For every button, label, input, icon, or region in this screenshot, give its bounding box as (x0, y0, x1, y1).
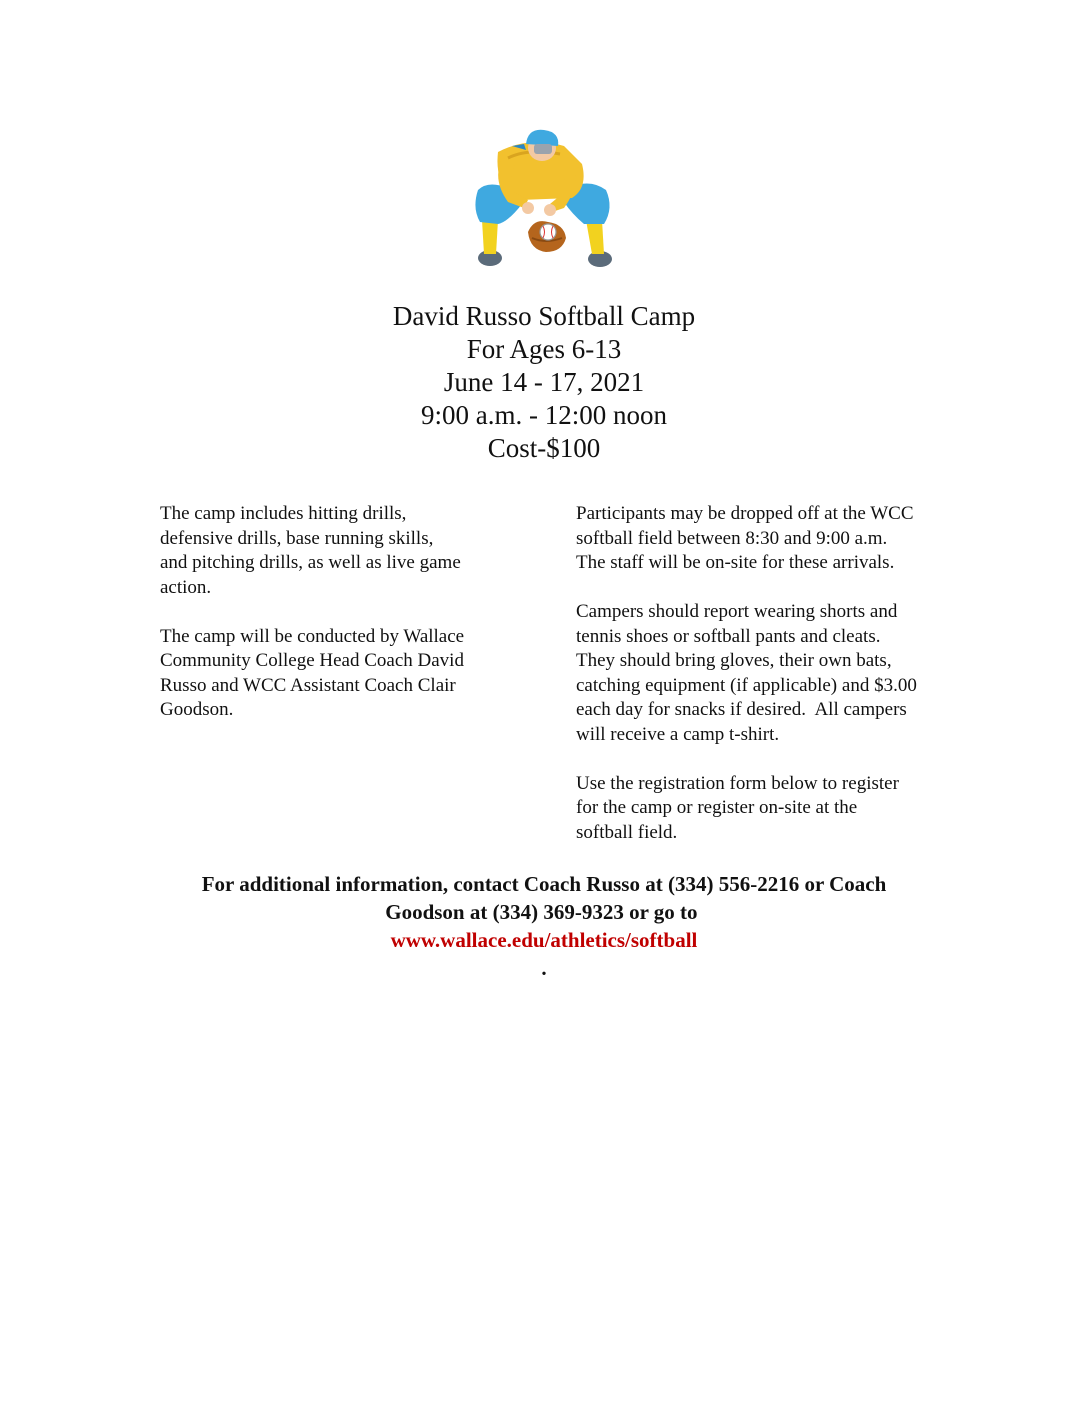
registration-paragraph: Use the registration form below to register for the camp or register on-site at the softball field. (576, 772, 899, 843)
title-block (0, 300, 1088, 465)
coaches-paragraph: The camp will be conducted by Wallace Community College Head Coach David Russo and WCC Assistant Coach Clair Goodson. (160, 625, 465, 720)
camp-dates: June 14 - 17, 2021 (443, 367, 645, 397)
softball-website-link[interactable]: www.wallace.edu/athletics/softball (390, 928, 698, 952)
softball-fielder-icon (468, 128, 620, 274)
right-column (576, 502, 976, 870)
attire-paragraph: Campers should report wearing shorts and tennis shoes or softball pants and cleats. They should bring gloves, their own bats, catching equipment (if applicable) and $3.00 each day for snacks if desired. All campers will receive a camp t-shirt. (576, 601, 917, 745)
drills-paragraph: The camp includes hitting drills, defensive drills, base running skills, and pitching drills, as well as live game action. (160, 503, 461, 598)
camp-title: David Russo Softball Camp (392, 301, 696, 331)
camp-ages: For Ages 6-13 (466, 334, 622, 364)
dropoff-paragraph: Participants may be dropped off at the WCC softball field between 8:30 and 9:00 a.m. The staff will be on-site for these arrivals. (576, 503, 914, 573)
contact-line-2: Goodson at (334) 369-9323 or go to www.wallace.edu/athletics/softball . (385, 900, 703, 980)
contact-line-1: For additional information, contact Coach Russo at (334) 556-2216 or Coach (201, 872, 887, 896)
camp-time: 9:00 a.m. - 12:00 noon (421, 400, 667, 430)
contact-info (0, 870, 1088, 982)
camp-cost: Cost-$100 (487, 433, 601, 463)
left-column (160, 502, 530, 747)
